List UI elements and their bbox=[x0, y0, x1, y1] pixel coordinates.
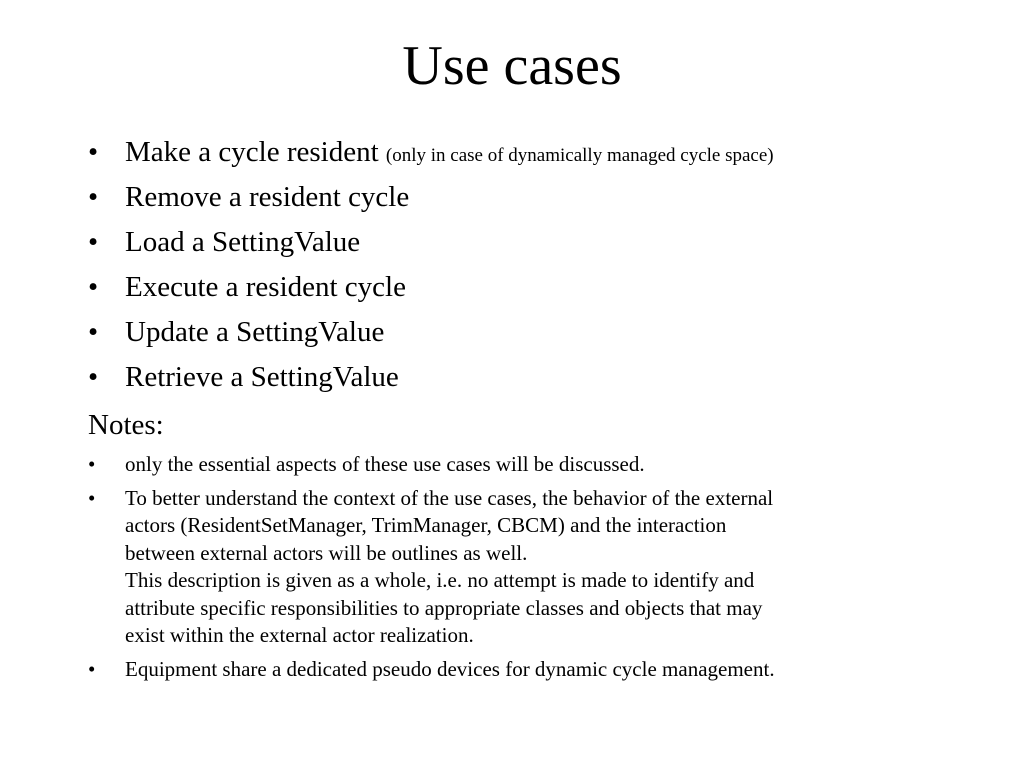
note-item bbox=[88, 656, 968, 684]
use-case-text: Remove a resident cycle bbox=[125, 181, 410, 213]
use-case-item bbox=[88, 355, 968, 400]
use-case-text: Retrieve a SettingValue bbox=[125, 361, 399, 393]
use-case-text: Execute a resident cycle bbox=[125, 271, 406, 303]
bullet-icon: • bbox=[88, 656, 96, 681]
bullet-icon: • bbox=[88, 452, 96, 476]
use-case-note: (only in case of dynamically managed cycle space) bbox=[385, 145, 774, 166]
note-line: To better understand the context of the use cases, the behavior of the external bbox=[125, 485, 774, 510]
use-case-item bbox=[88, 265, 968, 310]
use-case-item bbox=[88, 220, 968, 265]
use-case-text: Make a cycle resident bbox=[125, 136, 379, 168]
bullet-icon: • bbox=[88, 181, 99, 213]
note-line: Equipment share a dedicated pseudo devices for dynamic cycle management. bbox=[125, 656, 775, 681]
note-line: exist within the external actor realization. bbox=[125, 623, 474, 647]
note-line: actors (ResidentSetManager, TrimManager, CBCM) and the interaction bbox=[125, 513, 727, 537]
use-case-text: Update a SettingValue bbox=[125, 316, 385, 348]
use-case-item bbox=[88, 130, 968, 175]
bullet-icon: • bbox=[88, 271, 99, 303]
use-case-item bbox=[88, 175, 968, 220]
bullet-icon: • bbox=[88, 136, 99, 168]
bullet-icon: • bbox=[88, 226, 99, 258]
use-case-item bbox=[88, 310, 968, 355]
use-case-list bbox=[88, 130, 968, 400]
note-item bbox=[88, 485, 968, 650]
notes-heading: Notes: bbox=[88, 409, 164, 441]
use-case-text: Load a SettingValue bbox=[125, 226, 361, 258]
notes-list bbox=[88, 451, 968, 689]
note-line: attribute specific responsibilities to appropriate classes and objects that may bbox=[125, 595, 763, 620]
note-item bbox=[88, 451, 968, 479]
note-line: This description is given as a whole, i.e. no attempt is made to identify and bbox=[125, 568, 755, 592]
note-line: between external actors will be outlines as well. bbox=[125, 540, 528, 565]
slide-title: Use cases bbox=[402, 35, 622, 97]
bullet-icon: • bbox=[88, 361, 99, 393]
bullet-icon: • bbox=[88, 316, 99, 348]
note-line: only the essential aspects of these use cases will be discussed. bbox=[125, 452, 645, 476]
bullet-icon: • bbox=[88, 485, 96, 510]
